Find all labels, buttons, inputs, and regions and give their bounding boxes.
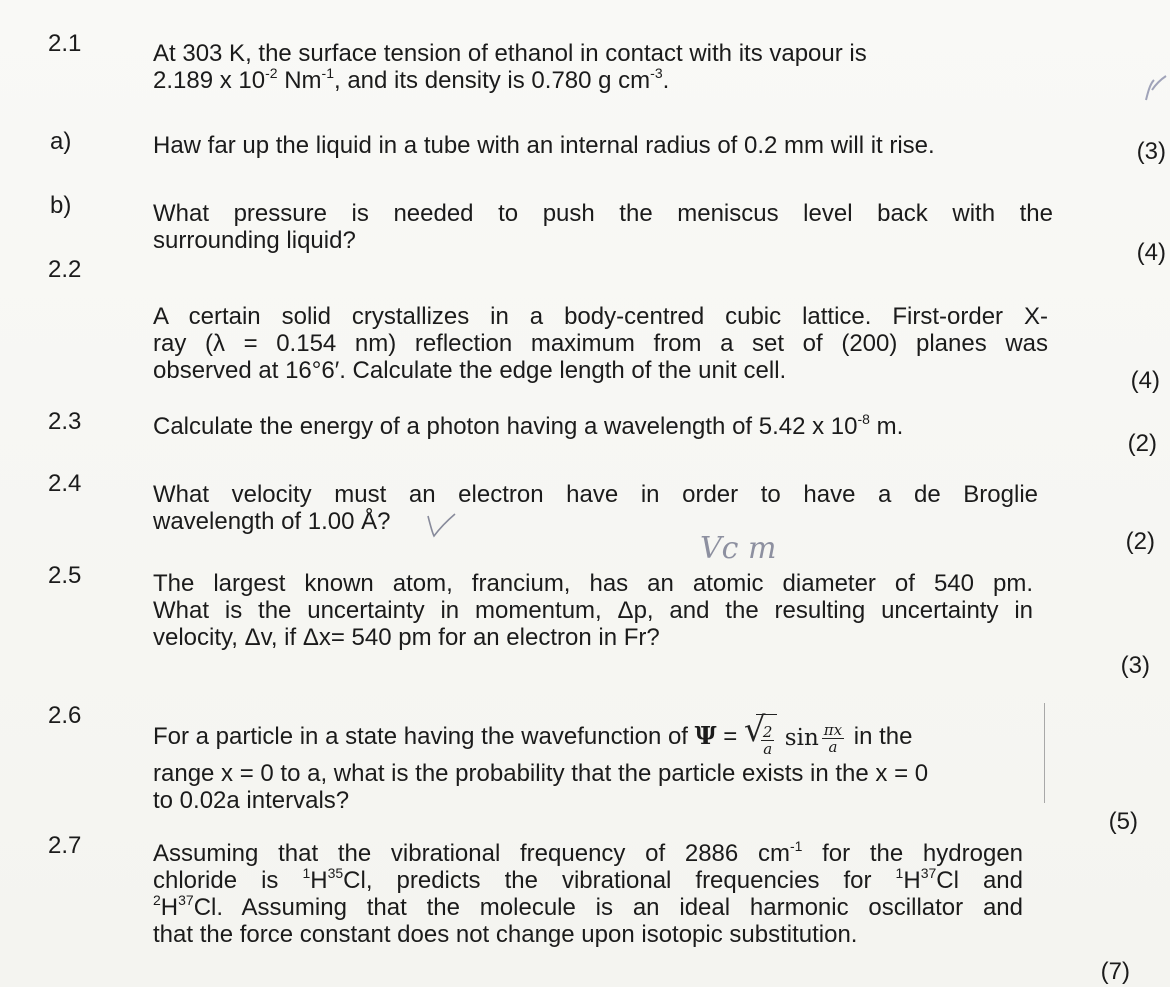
text-line: observed at 16°6′. Calculate the edge length of the unit cell. xyxy=(153,357,787,384)
superscript: 37 xyxy=(178,892,194,908)
marks-badge: (2) xyxy=(1127,430,1157,457)
question-number: 2.3 xyxy=(48,408,82,435)
sine-function: sin xyxy=(777,724,819,751)
margin-line xyxy=(1044,703,1045,803)
question-2-4-text xyxy=(153,481,1038,535)
text-part: Nm xyxy=(277,67,322,94)
text-line: that the force constant does not change upon isotopic substitution. xyxy=(153,921,858,948)
text-part: Cl and xyxy=(936,867,1024,894)
question-number: 2.6 xyxy=(48,702,82,729)
text-part: 2.189 x 10 xyxy=(153,67,266,94)
text-line: velocity, Δv, if Δx= 540 pm for an electron in Fr? xyxy=(153,624,660,651)
text-part: For a particle in a state having the wavefunction of xyxy=(153,723,695,750)
text-part: for the hydrogen xyxy=(802,840,1024,867)
text-line xyxy=(153,894,1023,921)
question-number: 2.5 xyxy=(48,562,82,589)
question-2-7-text xyxy=(153,840,1023,948)
text-part: H xyxy=(160,894,179,921)
superscript: 37 xyxy=(920,865,937,881)
superscript: 35 xyxy=(327,865,344,881)
text-line: surrounding liquid? xyxy=(153,227,356,254)
question-2-5-text xyxy=(153,570,1033,651)
question-number: b) xyxy=(50,192,72,219)
numerator: πx xyxy=(823,720,843,739)
text-part: Cl, predicts the vibrational frequencies for xyxy=(343,867,896,894)
text-line xyxy=(153,840,1023,867)
superscript: -8 xyxy=(857,411,870,427)
marks-badge: (4) xyxy=(1130,367,1160,394)
radical-sign: √ xyxy=(743,709,766,750)
text-part: H xyxy=(310,867,328,894)
question-2-3-text xyxy=(153,413,1053,440)
question-number: 2.7 xyxy=(48,832,82,859)
numerator: 2 xyxy=(762,722,773,741)
superscript: -3 xyxy=(650,65,663,81)
text-part: , and its density is 0.780 g cm xyxy=(334,67,651,94)
superscript: 1 xyxy=(895,865,904,881)
superscript: -1 xyxy=(321,65,334,81)
text-line xyxy=(153,709,1033,760)
text-line: ray (λ = 0.154 nm) reflection maximum from a set of (200) planes was xyxy=(153,330,1048,357)
text-line: The largest known atom, francium, has an atomic diameter of 540 pm. xyxy=(153,570,1033,597)
marks-badge: (7) xyxy=(1100,958,1130,985)
question-number: 2.1 xyxy=(48,30,82,57)
text-part: Assuming that the vibrational frequency of 2886 cm xyxy=(153,840,790,867)
text-part: = xyxy=(716,723,744,750)
superscript: -2 xyxy=(265,65,278,81)
text-part: Calculate the energy of a photon having a wavelength of 5.42 x 10 xyxy=(153,413,858,440)
text-part: . xyxy=(662,67,670,94)
denominator: a xyxy=(828,737,838,756)
question-2-6-text xyxy=(153,709,1033,814)
question-number: 2.4 xyxy=(48,470,82,497)
text-line xyxy=(153,67,1053,94)
text-part: H xyxy=(903,867,921,894)
text-line: range x = 0 to a, what is the probability that the particle exists in the x = 0 xyxy=(153,760,929,787)
text-line: What pressure is needed to push the meniscus level back with the xyxy=(153,200,1053,227)
wavefunction-formula xyxy=(743,709,847,763)
text-part: m. xyxy=(869,413,904,440)
question-number: a) xyxy=(50,128,72,155)
text-line: to 0.02a intervals? xyxy=(153,787,350,814)
question-a-text: Haw far up the liquid in a tube with an internal radius of 0.2 mm will it rise. xyxy=(153,132,935,159)
pencil-scribble-icon xyxy=(1140,70,1168,106)
marks-badge: (4) xyxy=(1136,239,1166,266)
text-part: chloride is xyxy=(153,867,303,894)
fraction xyxy=(822,722,844,755)
superscript: -1 xyxy=(789,838,803,854)
superscript: 1 xyxy=(302,865,311,881)
question-2-2-text xyxy=(153,303,1048,384)
marks-badge: (5) xyxy=(1108,808,1138,835)
text-part: in the xyxy=(847,723,913,750)
pencil-check-icon xyxy=(424,510,458,540)
marks-badge: (3) xyxy=(1136,138,1166,165)
text-line: wavelength of 1.00 Å? xyxy=(153,508,391,535)
handwritten-note: Vc m xyxy=(700,531,777,566)
marks-badge: (3) xyxy=(1120,652,1150,679)
text-line: At 303 K, the surface tension of ethanol in contact with its vapour is xyxy=(153,40,867,67)
marks-badge: (2) xyxy=(1125,528,1155,555)
question-2-1-text xyxy=(153,40,1053,94)
square-root xyxy=(743,709,778,763)
denominator: a xyxy=(763,739,773,758)
text-line: A certain solid crystallizes in a body-centred cubic lattice. First-order X- xyxy=(153,303,1048,330)
question-number: 2.2 xyxy=(48,256,82,283)
text-line: What is the uncertainty in momentum, Δp, and the resulting uncertainty in xyxy=(153,597,1033,624)
text-line: What velocity must an electron have in order to have a de Broglie xyxy=(153,481,1038,508)
text-part: Cl. Assuming that the molecule is an ideal harmonic oscillator and xyxy=(193,894,1023,921)
psi-symbol: Ψ xyxy=(694,721,717,750)
question-b-text xyxy=(153,200,1053,254)
superscript: 2 xyxy=(153,892,161,908)
text-line xyxy=(153,867,1023,894)
